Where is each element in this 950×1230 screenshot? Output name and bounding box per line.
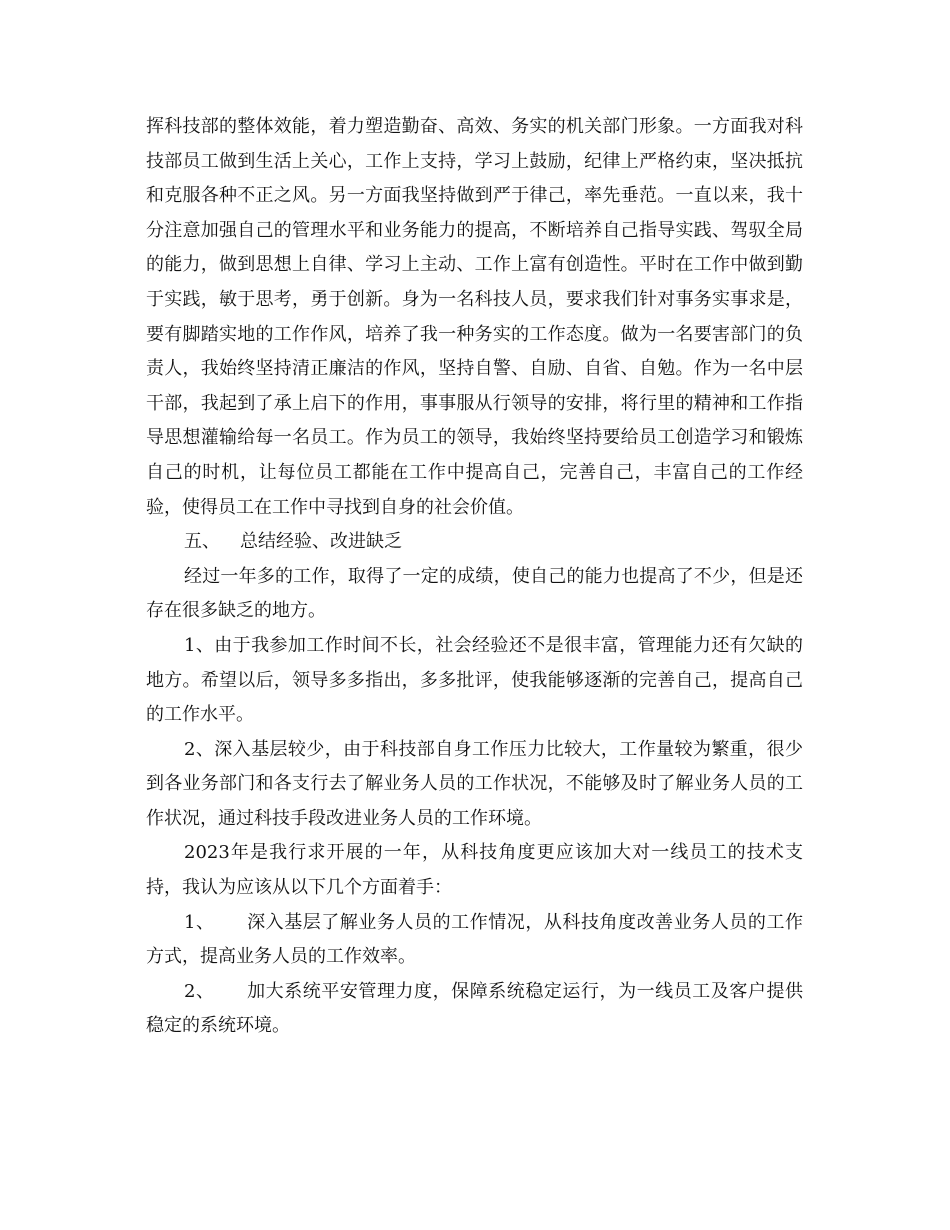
plan-item-1-number: 1、 [184,911,215,933]
plan-item-1 [146,906,803,975]
plan-intro-paragraph: 2023年是我行求开展的一年，从科技角度更应该加大对一线员工的技术支持，我认为应该从以下几个方面着手： [146,842,803,899]
summary-paragraph: 经过一年多的工作，取得了一定的成绩，使自己的能力也提高了不少，但是还存在很多缺乏的地方。 [146,565,803,622]
document-page [146,110,803,1044]
plan-item-2-text: 加大系统平安管理力度，保障系统稳定运行，为一线员工及客户提供稳定的系统环境。 [146,980,804,1037]
plan-item-2 [146,975,803,1044]
shortcoming-item-1: 1、由于我参加工作时间不长，社会经验还不是很丰富，管理能力还有欠缺的地方。希望以后，领导多多指出，多多批评，使我能够逐渐的完善自己，提高自己的工作水平。 [146,634,803,726]
plan-item-2-number: 2、 [184,980,215,1002]
shortcoming-item-2: 2、深入基层较少，由于科技部自身工作压力比较大，工作量较为繁重，很少到各业务部门和各支行去了解业务人员的工作状况，不能够及时了解业务人员的工作状况，通过科技手段改进业务人员的工作环境。 [146,738,803,829]
section-five-title: 总结经验、改进缺乏 [240,531,402,553]
section-five-heading [146,525,803,560]
section-five-number: 五、 [184,531,220,553]
body-paragraph-continued: 挥科技部的整体效能，着力塑造勤奋、高效、务实的机关部门形象。一方面我对科技部员工做到生活上关心，工作上支持，学习上鼓励，纪律上严格约束，坚决抵抗和克服各种不正之风。另一方面我坚持做到严于律己，率先垂范。一直以来，我十分注意加强自己的管理水平和业务能力的提高，不断培养自己指导实践、驾驭全局的能力，做到思想上自律、学习上主动、工作上富有创造性。平时在工作中做到勤于实践，敏于思考，勇于创新。身为一名科技人员，要求我们针对事务实事求是，要有脚踏实地的工作作风，培养了我一种务实的工作态度。做为一名要害部门的负责人，我始终坚持清正廉洁的作风，坚持自警、自励、自省、自勉。作为一名中层干部，我起到了承上启下的作用，事事服从行领导的安排，将行里的精神和工作指导思想灌输给每一名员工。作为员工的领导，我始终坚持要给员工创造学习和锻炼自己的时机，让每位员工都能在工作中提高自己，完善自己，丰富自己的工作经验，使得员工在工作中寻找到自身的社会价值。 [146,116,803,518]
plan-item-1-text: 深入基层了解业务人员的工作情况，从科技角度改善业务人员的工作方式，提高业务人员的工作效率。 [146,911,804,968]
